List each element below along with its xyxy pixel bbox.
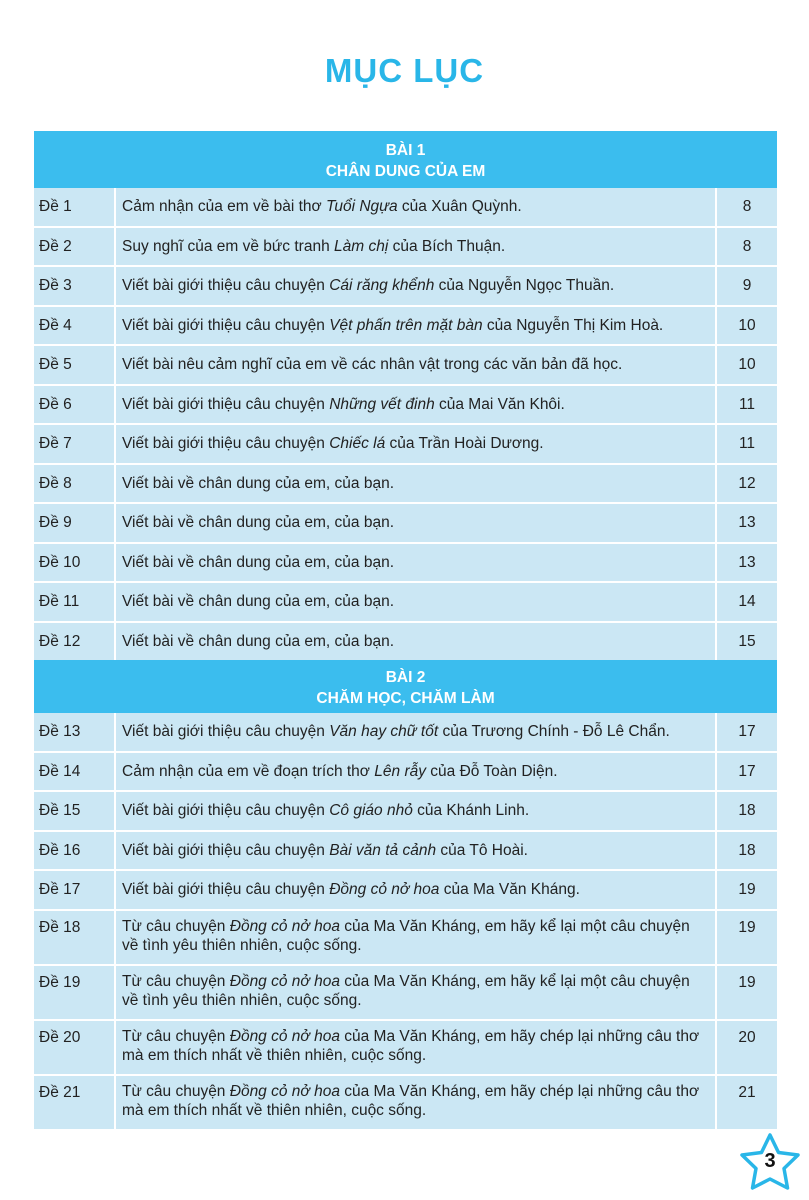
toc-row [34, 830, 777, 870]
description-text [122, 434, 544, 453]
description-post: của Xuân Quỳnh. [397, 198, 522, 216]
exercise-number: Đề 14 [39, 762, 81, 780]
description-pre: Viết bài giới thiệu câu chuyện [122, 395, 330, 413]
page-ref: 17 [738, 723, 756, 741]
section-header [34, 660, 777, 713]
description-pre: Từ câu chuyện [122, 1082, 230, 1100]
toc-row [34, 713, 777, 751]
toc-row [34, 790, 777, 830]
description-post: của Trần Hoài Dương. [385, 435, 544, 453]
exercise-description [114, 267, 717, 305]
exercise-number: Đề 3 [39, 277, 72, 295]
description-text [122, 474, 394, 493]
description-pre: Từ câu chuyện [122, 1027, 230, 1045]
work-title: Lên rẫy [374, 762, 426, 780]
section-title: CHÂN DUNG CỦA EM [325, 163, 486, 180]
exercise-description [114, 504, 717, 542]
description-pre: Viết bài về chân dung của em, của bạn. [122, 553, 395, 571]
exercise-number: Đề 4 [39, 316, 72, 334]
toc-row [34, 188, 777, 226]
toc-row [34, 964, 777, 1019]
section-label: BÀI 2 [385, 669, 426, 686]
exercise-number: Đề 21 [39, 1083, 81, 1101]
page-ref: 13 [738, 514, 756, 532]
work-title: Đồng cỏ nở hoa [329, 881, 440, 899]
toc-row [34, 909, 777, 964]
description-text [122, 316, 663, 335]
description-text [122, 801, 529, 820]
exercise-description [114, 583, 717, 621]
page-ref: 15 [738, 632, 756, 650]
page-ref: 10 [738, 316, 756, 334]
exercise-number: Đề 8 [39, 474, 72, 492]
exercise-number: Đề 5 [39, 356, 72, 374]
toc-row [34, 463, 777, 503]
exercise-number: Đề 10 [39, 553, 81, 571]
page-ref: 19 [738, 973, 756, 991]
description-post: của Ma Văn Kháng, em hãy chép lại những câu thơ mà em thích nhất về thiên nhiên, cuộc sống. [122, 1027, 700, 1064]
toc-row [34, 1019, 777, 1074]
description-post: của Mai Văn Khôi. [434, 395, 565, 413]
description-pre: Viết bài giới thiệu câu chuyện [122, 277, 330, 295]
page-ref: 9 [742, 277, 752, 295]
description-post: của Đỗ Toàn Diện. [425, 762, 558, 780]
exercise-number: Đề 9 [39, 514, 72, 532]
page-ref: 21 [738, 1083, 756, 1101]
description-text [122, 553, 394, 572]
work-title: Làm chị [334, 237, 389, 255]
exercise-description [114, 228, 717, 266]
exercise-number: Đề 19 [39, 973, 81, 991]
page-ref: 18 [738, 841, 756, 859]
exercise-description [114, 753, 717, 791]
description-text [122, 972, 709, 1010]
description-pre: Viết bài giới thiệu câu chuyện [122, 802, 330, 820]
exercise-description [114, 623, 717, 661]
description-text [122, 237, 505, 256]
work-title: Những vết đinh [329, 395, 435, 413]
work-title: Đồng cỏ nở hoa [229, 972, 340, 990]
page-ref: 19 [738, 881, 756, 899]
description-text [122, 513, 394, 532]
exercise-number: Đề 16 [39, 841, 81, 859]
toc-row [34, 265, 777, 305]
exercise-number: Đề 1 [39, 198, 72, 216]
exercise-description [114, 307, 717, 345]
exercise-number: Đề 20 [39, 1028, 81, 1046]
section-title: CHĂM HỌC, CHĂM LÀM [316, 690, 495, 707]
description-text [122, 722, 670, 741]
exercise-number: Đề 6 [39, 395, 72, 413]
toc-row [34, 581, 777, 621]
page-ref: 8 [742, 237, 752, 255]
description-text [122, 592, 394, 611]
description-pre: Suy nghĩ của em về bức tranh [122, 237, 334, 255]
exercise-description [114, 966, 717, 1019]
exercise-number: Đề 15 [39, 802, 81, 820]
page-ref: 13 [738, 553, 756, 571]
description-text [122, 355, 622, 374]
work-title: Chiếc lá [329, 435, 386, 453]
page-number: 3 [764, 1150, 776, 1172]
page-ref: 12 [738, 474, 756, 492]
description-pre: Viết bài giới thiệu câu chuyện [122, 316, 330, 334]
table-of-contents [34, 131, 777, 1129]
description-post: của Ma Văn Kháng, em hãy chép lại những câu thơ mà em thích nhất về thiên nhiên, cuộc sống. [122, 1082, 700, 1119]
description-text [122, 632, 394, 651]
page-ref: 19 [738, 918, 756, 936]
description-text [122, 276, 614, 295]
page-ref: 11 [738, 395, 756, 413]
description-post: của Trương Chính - Đỗ Lê Chẩn. [438, 723, 670, 741]
toc-row [34, 869, 777, 909]
description-pre: Viết bài về chân dung của em, của bạn. [122, 593, 395, 611]
description-pre: Viết bài về chân dung của em, của bạn. [122, 514, 395, 532]
description-text [122, 395, 565, 414]
toc-row [34, 423, 777, 463]
description-text [122, 917, 709, 955]
description-post: của Nguyễn Ngọc Thuần. [434, 277, 615, 295]
description-text [122, 1027, 709, 1065]
description-pre: Viết bài về chân dung của em, của bạn. [122, 474, 395, 492]
exercise-description [114, 544, 717, 582]
toc-row [34, 305, 777, 345]
exercise-number: Đề 11 [39, 593, 80, 611]
toc-row [34, 542, 777, 582]
toc-row [34, 344, 777, 384]
description-post: của Ma Văn Kháng, em hãy kể lại một câu chuyện về tình yêu thiên nhiên, cuộc sống. [122, 972, 690, 1009]
exercise-number: Đề 12 [39, 632, 81, 650]
work-title: Cô giáo nhỏ [329, 802, 413, 820]
work-title: Đồng cỏ nở hoa [229, 1082, 340, 1100]
exercise-number: Đề 2 [39, 237, 72, 255]
exercise-description [114, 386, 717, 424]
page-ref: 20 [738, 1028, 756, 1046]
work-title: Bài văn tả cảnh [329, 841, 437, 859]
description-pre: Cảm nhận của em về bài thơ [122, 198, 327, 216]
exercise-description [114, 713, 717, 751]
toc-row [34, 226, 777, 266]
exercise-description [114, 346, 717, 384]
work-title: Đồng cỏ nở hoa [229, 917, 340, 935]
description-text [122, 197, 522, 216]
description-pre: Viết bài nêu cảm nghĩ của em về các nhân vật trong các văn bản đã học. [122, 356, 623, 374]
description-pre: Từ câu chuyện [122, 917, 230, 935]
toc-row [34, 384, 777, 424]
description-pre: Viết bài về chân dung của em, của bạn. [122, 632, 395, 650]
exercise-number: Đề 17 [39, 881, 81, 899]
description-pre: Viết bài giới thiệu câu chuyện [122, 881, 330, 899]
description-pre: Viết bài giới thiệu câu chuyện [122, 723, 330, 741]
description-pre: Từ câu chuyện [122, 972, 230, 990]
page-title: MỤC LỤC [324, 52, 485, 89]
description-pre: Viết bài giới thiệu câu chuyện [122, 841, 330, 859]
exercise-description [114, 911, 717, 964]
work-title: Vệt phấn trên mặt bàn [329, 316, 483, 334]
section-header [34, 131, 777, 188]
description-text [122, 841, 528, 860]
description-pre: Cảm nhận của em về đoạn trích thơ [122, 762, 375, 780]
description-post: của Ma Văn Kháng, em hãy kể lại một câu chuyện về tình yêu thiên nhiên, cuộc sống. [122, 917, 690, 954]
toc-row [34, 751, 777, 791]
exercise-description [114, 188, 717, 226]
section-label: BÀI 1 [385, 142, 426, 159]
work-title: Đồng cỏ nở hoa [229, 1027, 340, 1045]
exercise-number: Đề 18 [39, 918, 81, 936]
exercise-description [114, 425, 717, 463]
toc-row [34, 621, 777, 661]
description-post: của Tô Hoài. [436, 841, 528, 859]
page-ref: 18 [738, 802, 756, 820]
exercise-number: Đề 13 [39, 723, 81, 741]
description-post: của Bích Thuận. [388, 237, 506, 255]
page-ref: 14 [738, 593, 756, 611]
page-ref: 10 [738, 356, 756, 374]
description-text [122, 1082, 709, 1120]
page-ref: 17 [738, 762, 756, 780]
description-post: của Khánh Linh. [412, 802, 530, 820]
description-text [122, 762, 558, 781]
description-post: của Ma Văn Kháng. [439, 881, 580, 899]
work-title: Tuổi Ngựa [326, 198, 398, 216]
exercise-description [114, 792, 717, 830]
exercise-description [114, 1076, 717, 1129]
exercise-number: Đề 7 [39, 435, 72, 453]
work-title: Cái răng khểnh [329, 277, 435, 295]
exercise-description [114, 465, 717, 503]
exercise-description [114, 832, 717, 870]
description-pre: Viết bài giới thiệu câu chuyện [122, 435, 330, 453]
description-text [122, 880, 580, 899]
page-ref: 8 [742, 198, 752, 216]
exercise-description [114, 871, 717, 909]
work-title: Văn hay chữ tốt [329, 723, 439, 741]
toc-row [34, 1074, 777, 1129]
exercise-description [114, 1021, 717, 1074]
page-ref: 11 [738, 435, 756, 453]
description-post: của Nguyễn Thị Kim Hoà. [482, 316, 664, 334]
toc-row [34, 502, 777, 542]
